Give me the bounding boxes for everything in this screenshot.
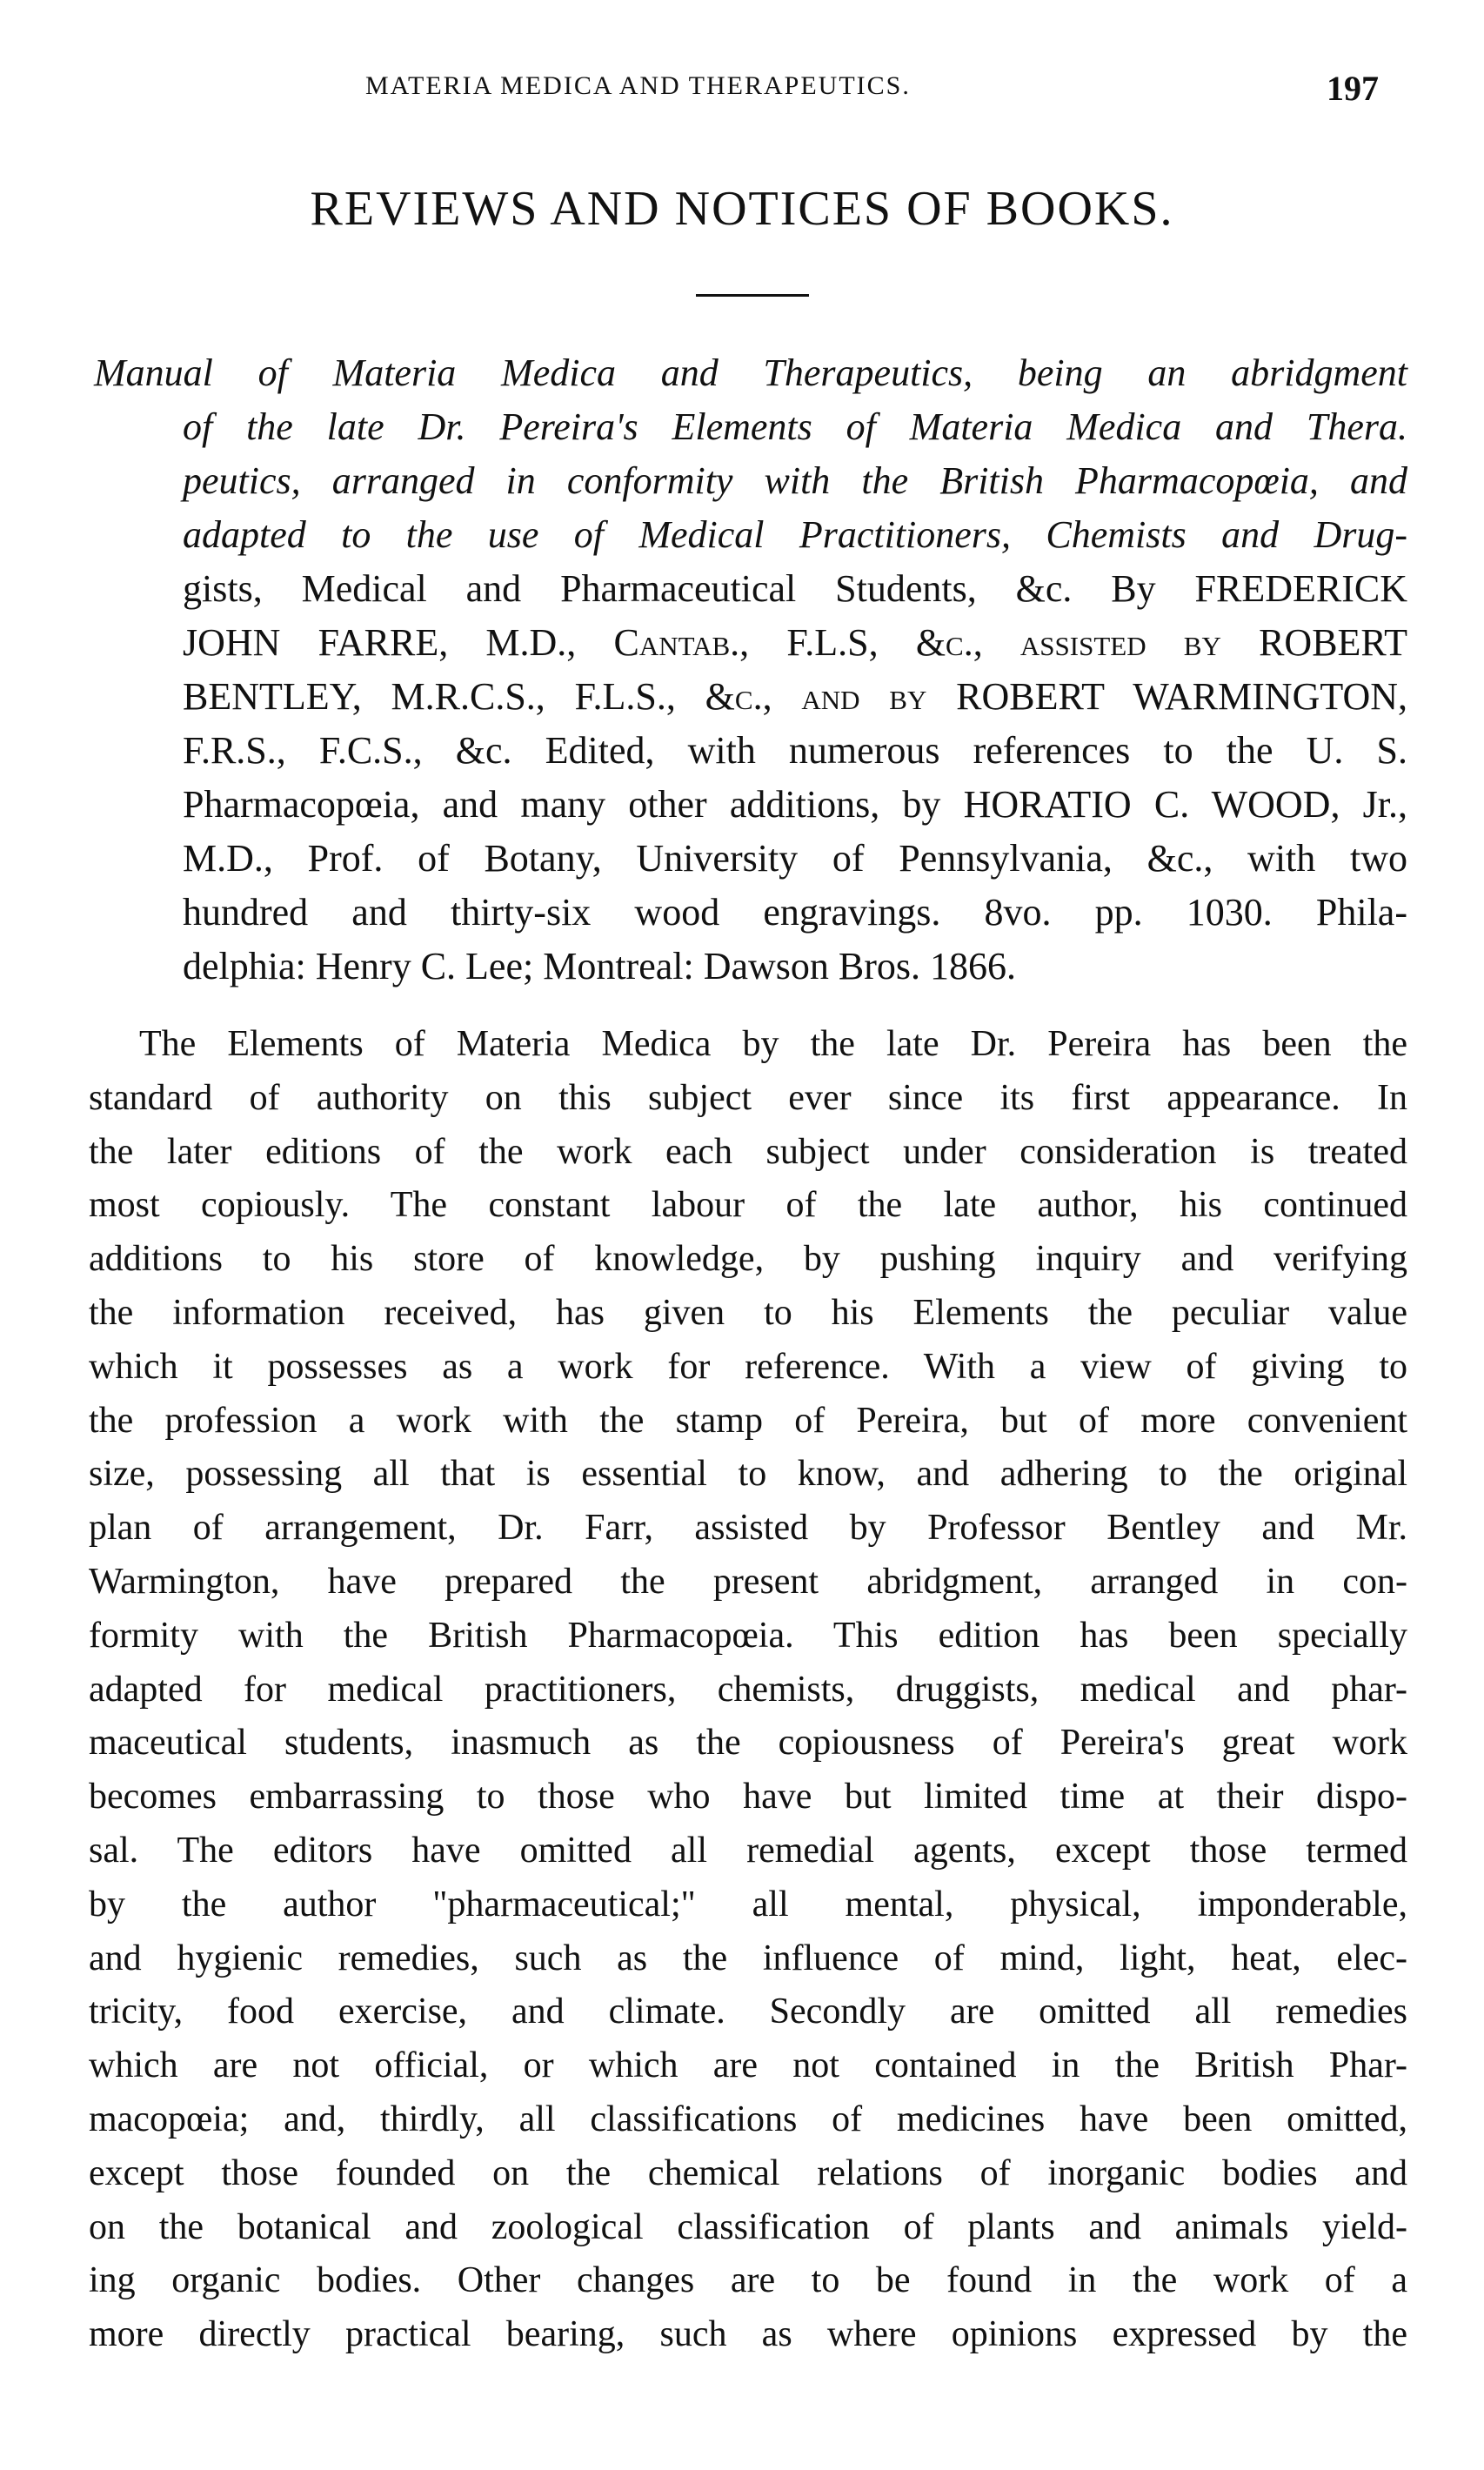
body-line: sal. The editors have omitted all remedial agents, except those termed xyxy=(89,1830,1407,1871)
body-line: except those founded on the chemical relations of inorganic bodies and xyxy=(89,2152,1407,2193)
citation-line: gists, Medical and Pharmaceutical Students, &c. By FREDERICK xyxy=(183,567,1407,610)
body-line: ing organic bodies. Other changes are to be found in the work of a xyxy=(89,2260,1407,2301)
body-line: the information received, has given to his Elements the peculiar value xyxy=(89,1292,1407,1333)
section-title: REVIEWS AND NOTICES OF BOOKS. xyxy=(310,182,1174,236)
body-line: becomes embarrassing to those who have but limited time at their dispo- xyxy=(89,1777,1407,1817)
body-line: the later editions of the work each subject under consideration is treated xyxy=(89,1131,1407,1172)
citation-line: M.D., Prof. of Botany, University of Pennsylvania, &c., with two xyxy=(183,837,1407,880)
body-line: the profession a work with the stamp of Pereira, but of more convenient xyxy=(89,1400,1407,1441)
body-line: plan of arrangement, Dr. Farr, assisted by Professor Bentley and Mr. xyxy=(89,1508,1407,1549)
citation-line: BENTLEY, M.R.C.S., F.L.S., &c., and by ROBERT WARMINGTON, xyxy=(183,675,1407,718)
citation-line: of the late Dr. Pereira's Elements of Materia Medica and Thera. xyxy=(183,405,1407,448)
body-line: and hygienic remedies, such as the influence of mind, light, heat, elec- xyxy=(89,1938,1407,1978)
citation-line: hundred and thirty-six wood engravings. 8vo. pp. 1030. Phila- xyxy=(183,891,1407,934)
body-line: formity with the British Pharmacopœia. This edition has been specially xyxy=(89,1615,1407,1656)
body-line: on the botanical and zoological classification of plants and animals yield- xyxy=(89,2206,1407,2247)
citation-line: JOHN FARRE, M.D., Cantab., F.L.S, &c., assisted by ROBERT xyxy=(183,621,1407,664)
citation-line: Manual of Materia Medica and Therapeutics, being an abridgment xyxy=(94,351,1407,394)
body-line: additions to his store of knowledge, by pushing inquiry and verifying xyxy=(89,1239,1407,1280)
citation-line: adapted to the use of Medical Practitioners, Chemists and Drug- xyxy=(183,513,1407,556)
body-line: most copiously. The constant labour of the late author, his continued xyxy=(89,1185,1407,1226)
body-line: tricity, food exercise, and climate. Secondly are omitted all remedies xyxy=(89,1991,1407,2032)
citation-line: delphia: Henry C. Lee; Montreal: Dawson Bros. 1866. xyxy=(183,945,1017,987)
body-line: size, possessing all that is essential to know, and adhering to the original xyxy=(89,1454,1407,1495)
body-line: The Elements of Materia Medica by the late Dr. Pereira has been the xyxy=(139,1024,1407,1064)
body-line: which are not official, or which are not contained in the British Phar- xyxy=(89,2045,1407,2086)
body-line: more directly practical bearing, such as where opinions expressed by the xyxy=(89,2314,1407,2355)
body-line: adapted for medical practitioners, chemists, druggists, medical and phar- xyxy=(89,1669,1407,1710)
body-line: macopœia; and, thirdly, all classifications of medicines have been omitted, xyxy=(89,2098,1407,2139)
body-line: standard of authority on this subject ever since its first appearance. In xyxy=(89,1077,1407,1118)
citation-line: F.R.S., F.C.S., &c. Edited, with numerous references to the U. S. xyxy=(183,729,1407,772)
book-citation xyxy=(94,346,1407,994)
body-line: Warmington, have prepared the present abridgment, arranged in con- xyxy=(89,1561,1407,1602)
body-line: maceutical students, inasmuch as the copiousness of Pereira's great work xyxy=(89,1723,1407,1764)
citation-line: Pharmacopœia, and many other additions, by HORATIO C. WOOD, Jr., xyxy=(183,783,1407,826)
page-number: 197 xyxy=(1327,69,1379,108)
citation-line: peutics, arranged in conformity with the British Pharmacopœia, and xyxy=(183,459,1407,502)
running-head: MATERIA MEDICA AND THERAPEUTICS. xyxy=(365,71,911,100)
body-line: by the author "pharmaceutical;" all mental, physical, imponderable, xyxy=(89,1884,1407,1924)
body-line: which it possesses as a work for reference. With a view of giving to xyxy=(89,1346,1407,1387)
review-body xyxy=(89,1018,1407,2362)
title-rule xyxy=(696,294,809,297)
